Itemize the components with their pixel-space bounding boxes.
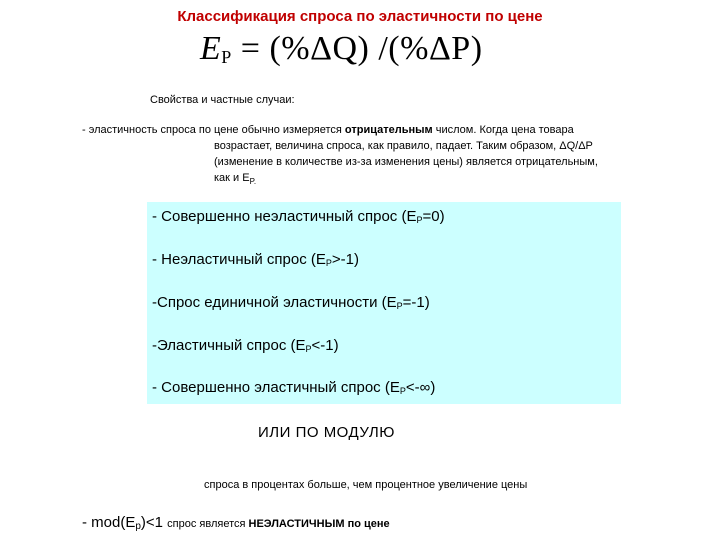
case-suffix: <-1) <box>311 337 339 354</box>
case-prefix: -Эластичный спрос (E <box>152 337 306 354</box>
case-sub: P <box>399 386 406 396</box>
case-sub: P <box>416 215 423 225</box>
para-line1-bold: отрицательным <box>344 124 433 136</box>
case-sub: P <box>305 344 312 354</box>
para-line4-sub: P. <box>249 177 257 187</box>
percent-text: спроса в процентах больше, чем процентное увеличение цены <box>204 479 528 491</box>
mod-prefix: - mod(E <box>82 514 136 531</box>
mod-sub: p <box>135 521 141 532</box>
case-prefix: -Спрос единичной эластичности (E <box>152 294 397 311</box>
mod-bold: НЕЭЛАСТИЧНЫМ по цене <box>248 518 390 530</box>
case-sub: P <box>396 301 403 311</box>
elasticity-formula <box>200 30 483 68</box>
case-suffix: <-∞) <box>405 379 436 396</box>
para-line4-a: как и E <box>214 172 250 184</box>
case-prefix: - Совершенно эластичный спрос (E <box>152 379 400 396</box>
mod-text: спрос является <box>167 518 249 530</box>
para-line3: (изменение в количестве из-за изменения цены) является отрицательным, <box>214 156 598 168</box>
case-prefix: - Неэластичный спрос (E <box>152 251 326 268</box>
formula-e: E <box>200 30 222 67</box>
case-suffix: >-1) <box>331 251 360 268</box>
case-item <box>152 379 435 396</box>
case-item <box>152 294 430 311</box>
explanation-paragraph <box>82 122 712 190</box>
case-item <box>152 251 359 268</box>
case-suffix: =-1) <box>402 294 430 311</box>
formula-rest: = (%ΔQ) /(%ΔP) <box>231 30 483 67</box>
case-suffix: =0) <box>422 208 445 225</box>
case-prefix: - Совершенно неэластичный спрос (E <box>152 208 417 225</box>
formula-subscript: P <box>221 47 232 67</box>
para-line4 <box>82 170 712 190</box>
slide-title: Классификация спроса по эластичности по цене <box>177 8 543 25</box>
mod-line <box>82 514 390 532</box>
case-item <box>152 208 445 225</box>
para-line1-a: - эластичность спроса по цене обычно измеряется <box>82 124 345 136</box>
mod-suffix: )<1 <box>140 514 168 531</box>
para-line2: возрастает, величина спроса, как правило, падает. Таким образом, ΔQ/ΔP <box>214 140 593 152</box>
case-sub: P <box>325 258 332 268</box>
case-item <box>152 337 339 354</box>
or-modulus-heading: ИЛИ ПО МОДУЛЮ <box>258 424 395 441</box>
para-line1-b: числом. Когда цена товара <box>432 124 574 136</box>
properties-label: Свойства и частные случаи: <box>150 94 295 106</box>
